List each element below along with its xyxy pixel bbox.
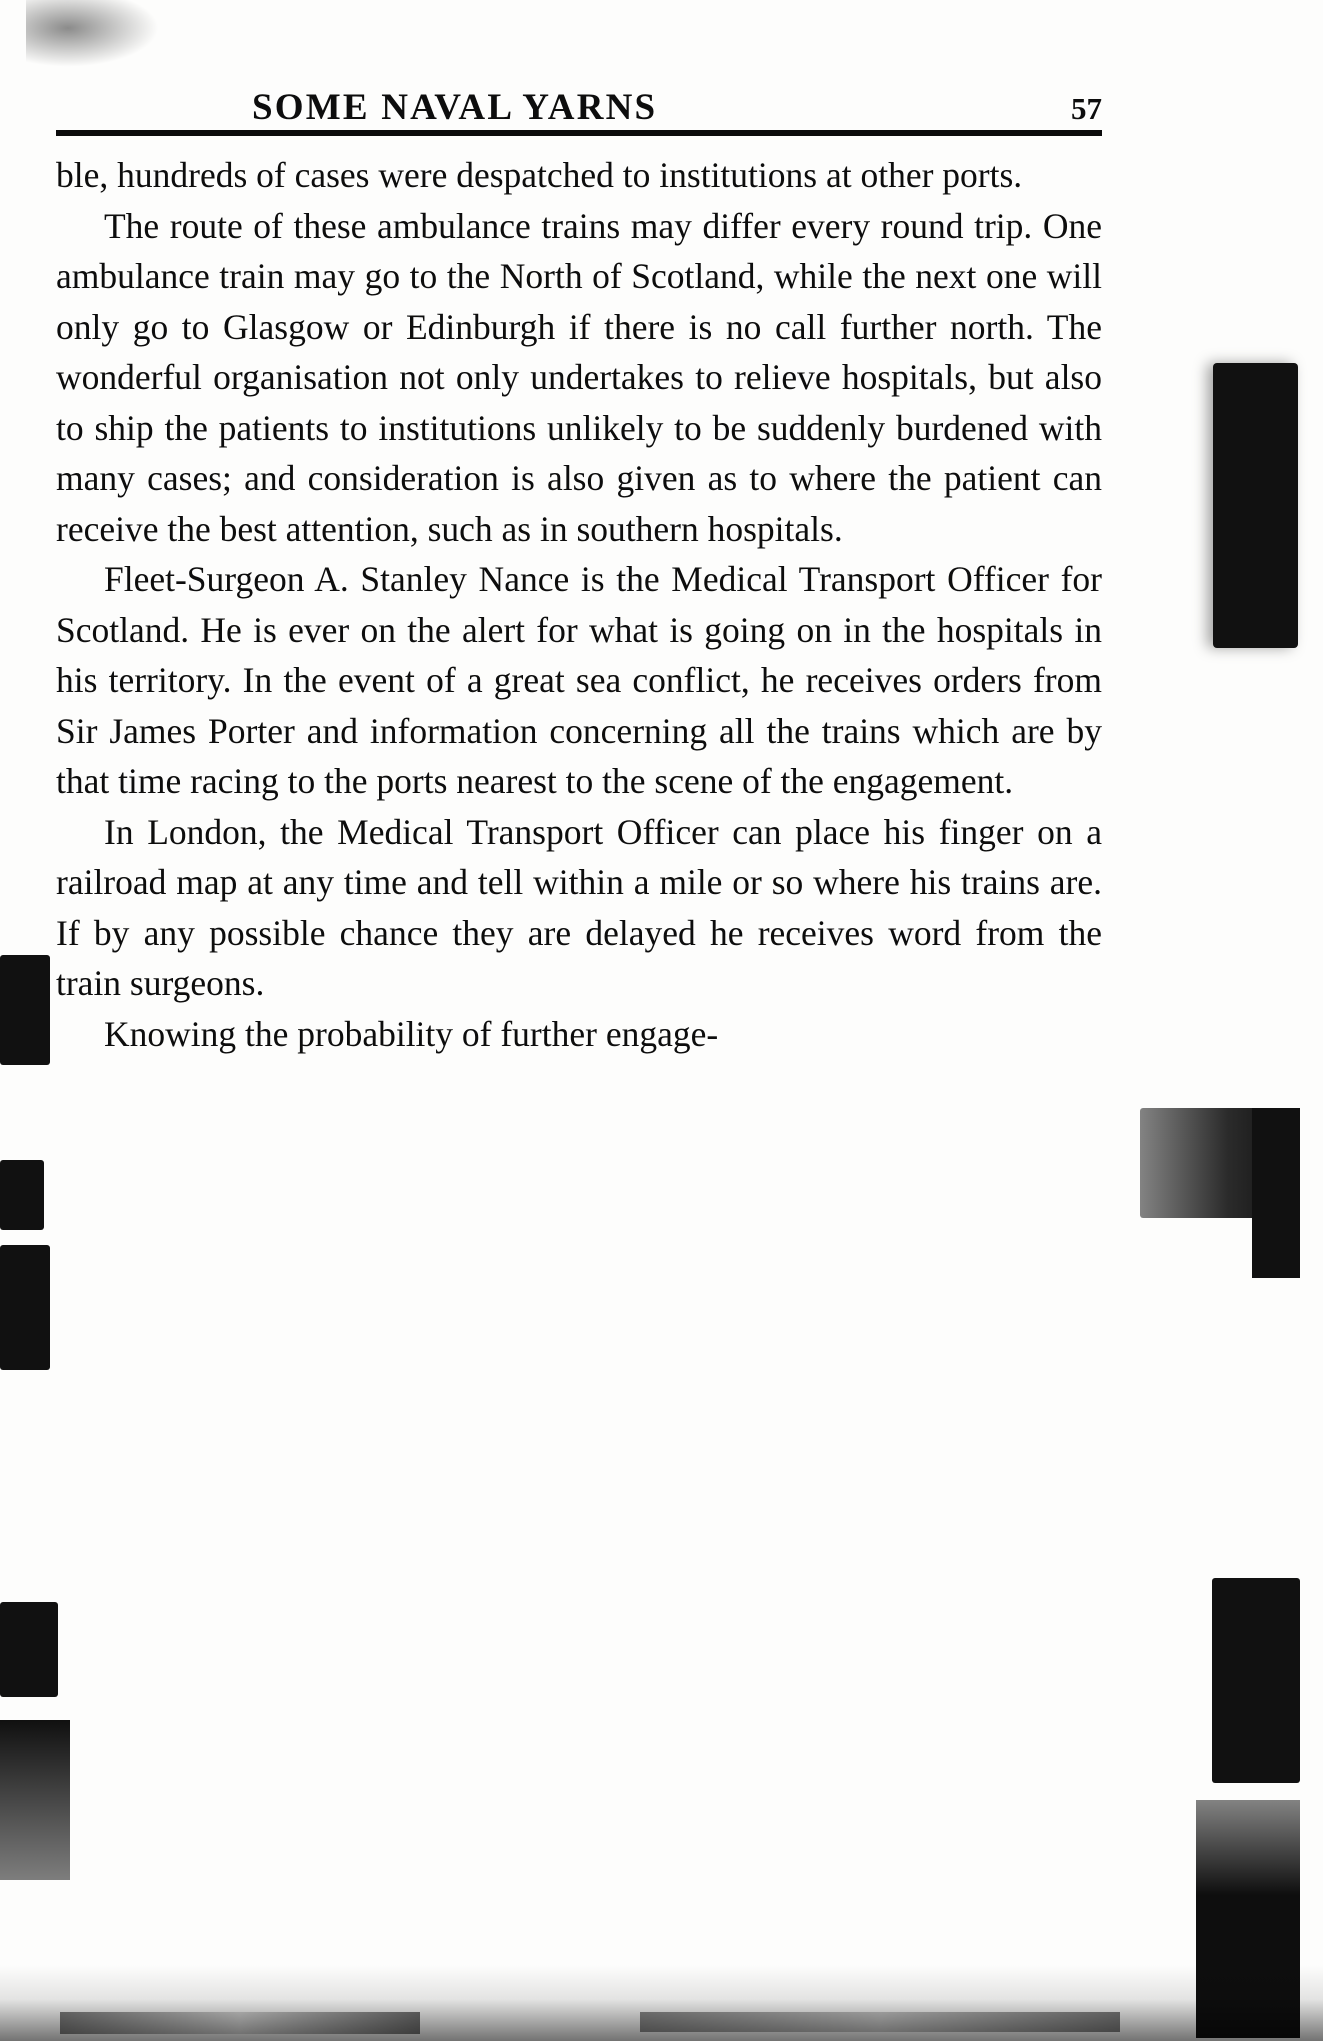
page-number: 57 bbox=[1071, 91, 1102, 126]
scan-artifact-right-middle-tail bbox=[1252, 1108, 1300, 1278]
scan-artifact-right-bottom bbox=[1196, 1800, 1300, 2038]
scan-artifact-left-lower bbox=[0, 1602, 58, 1697]
scan-artifact-left-upper bbox=[0, 955, 50, 1065]
scan-speckle-bottom-edge bbox=[0, 1965, 1323, 2041]
scan-artifact-right-upper bbox=[1213, 363, 1298, 648]
scan-artifact-left-bottom bbox=[0, 1720, 70, 1880]
body-text bbox=[56, 150, 1102, 1059]
paragraph: Knowing the probability of further engage- bbox=[104, 1013, 719, 1054]
paragraph: The route of these ambulance trains may differ every round trip. One ambulance train may go to the North of Scotland, while the next one will only go to Glasgow or Edinburgh if there is no call further north. The wonderful organisation not only undertakes to relieve hospitals, but also to ship the patients to institutions unlikely to be suddenly burdened with many cases; and consideration is also given as to where the patient can receive the best attention, such as in southern hospitals. bbox=[56, 205, 1102, 549]
paragraph: Fleet-Surgeon A. Stanley Nance is the Medical Transport Officer for Scotland. He is ever on the alert for what is going on in the hospitals in his territory. In the event of a great sea conflict, he receives orders from Sir James Porter and information concerning all the trains which are by that time racing to the ports nearest to the scene of the engagement. bbox=[56, 559, 1102, 801]
scan-speckle-bottom-band-right bbox=[640, 2012, 1120, 2032]
running-head bbox=[252, 86, 1102, 129]
scan-artifact-right-middle bbox=[1140, 1108, 1300, 1218]
scan-artifact-right-lower bbox=[1212, 1578, 1300, 1783]
scan-artifact-left-middle bbox=[0, 1160, 44, 1230]
paragraph: In London, the Medical Transport Officer can place his finger on a railroad map at any time and tell within a mile or so where his trains are. If by any possible chance they are delayed he receives word from the train surgeons. bbox=[56, 811, 1102, 1003]
header-rule bbox=[56, 130, 1102, 136]
scan-speckle-bottom-band bbox=[60, 2012, 420, 2034]
scan-artifact-left-middle-2 bbox=[0, 1245, 50, 1370]
scan-speckle-top-left bbox=[26, 0, 166, 70]
page-title: SOME NAVAL YARNS bbox=[252, 87, 658, 128]
paragraph: ble, hundreds of cases were despatched to institutions at other ports. bbox=[56, 155, 1023, 195]
